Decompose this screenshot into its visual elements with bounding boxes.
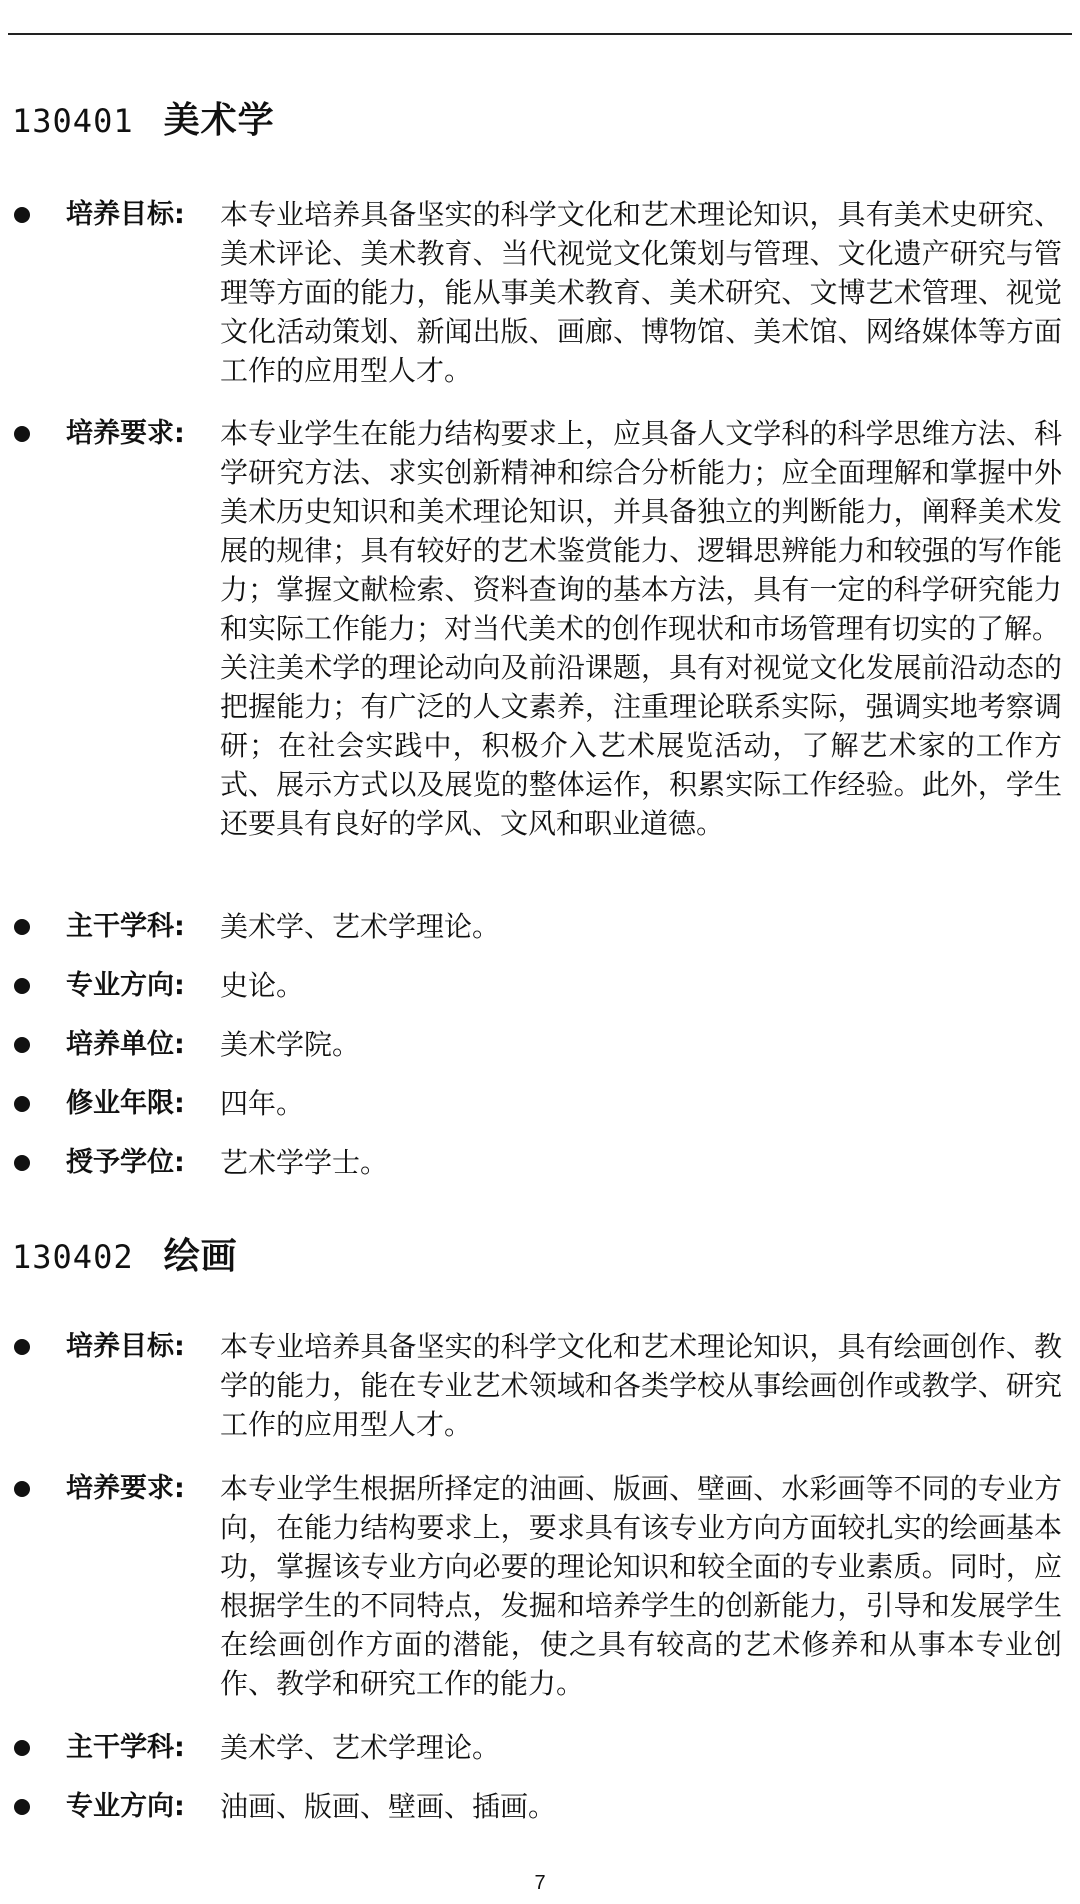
major-heading — [12, 92, 275, 143]
item-text: 艺术学学士。 — [220, 1146, 389, 1179]
major-code: 130401 — [12, 102, 134, 140]
bullet-icon — [14, 207, 30, 223]
list-item — [14, 1084, 1062, 1123]
major-heading — [12, 1228, 238, 1279]
list-item — [14, 1469, 1062, 1703]
list-item — [14, 195, 1062, 390]
bullet-icon — [14, 1799, 30, 1815]
item-text: 史论。 — [220, 969, 305, 1002]
item-text: 美术学、艺术学理论。 — [220, 1731, 501, 1764]
bullet-icon — [14, 919, 30, 935]
bullet-icon — [14, 1096, 30, 1112]
list-item — [14, 966, 1062, 1005]
list-item — [14, 907, 1062, 946]
bullet-icon — [14, 426, 30, 442]
bullet-icon — [14, 1339, 30, 1355]
page-number: 7 — [534, 1872, 546, 1894]
list-item — [14, 1327, 1062, 1444]
item-text: 本专业学生根据所择定的油画、版画、壁画、水彩画等不同的专业方向，在能力结构要求上，要求具有该专业方向方面较扎实的绘画基本功，掌握该专业方向必要的理论知识和较全面的专业素质。同时，应根据学生的不同特点，发掘和培养学生的创新能力，引导和发展学生在绘画创作方面的潜能，使之具有较高的艺术修养和从事本专业创作、教学和研究工作的能力。 — [220, 1472, 1062, 1700]
item-label: 培养要求: — [66, 1473, 185, 1504]
list-item — [14, 1025, 1062, 1064]
major-name: 绘画 — [163, 1236, 238, 1277]
bullet-icon — [14, 1037, 30, 1053]
bullet-icon — [14, 1481, 30, 1497]
item-text: 油画、版画、壁画、插画。 — [220, 1790, 557, 1823]
item-label: 培养目标: — [66, 199, 185, 230]
list-item — [14, 414, 1062, 843]
item-label: 主干学科: — [66, 1732, 185, 1763]
item-label: 培养要求: — [66, 418, 185, 449]
item-label: 主干学科: — [66, 911, 185, 942]
item-text: 美术学院。 — [220, 1028, 361, 1061]
bullet-icon — [14, 978, 30, 994]
item-label: 培养目标: — [66, 1331, 185, 1362]
item-text: 本专业学生在能力结构要求上，应具备人文学科的科学思维方法、科学研究方法、求实创新精神和综合分析能力；应全面理解和掌握中外美术历史知识和美术理论知识，并具备独立的判断能力，阐释美术发展的规律；具有较好的艺术鉴赏能力、逻辑思辨能力和较强的写作能力；掌握文献检索、资料查询的基本方法，具有一定的科学研究能力和实际工作能力；对当代美术的创作现状和市场管理有切实的了解。 关注美术学的理论动向及前沿课题，具有对视觉文化发展前沿动态的把握能力；有广泛的人文素养，注重理论联系实际，强调实地考察调研；在社会实践中，积极介入艺术展览活动，了解艺术家的工作方式、展示方式以及展览的整体运作，积累实际工作经验。此外，学生还要具有良好的学风、文风和职业道德。 — [220, 417, 1062, 840]
list-item — [14, 1143, 1062, 1182]
list-item — [14, 1728, 1062, 1767]
item-label: 修业年限: — [66, 1088, 185, 1119]
bullet-icon — [14, 1740, 30, 1756]
item-text: 四年。 — [220, 1087, 305, 1120]
major-name: 美术学 — [163, 100, 275, 141]
item-label: 授予学位: — [66, 1147, 185, 1178]
item-label: 专业方向: — [66, 1791, 185, 1822]
bullet-icon — [14, 1155, 30, 1171]
item-text: 本专业培养具备坚实的科学文化和艺术理论知识，具有绘画创作、教学的能力，能在专业艺术领域和各类学校从事绘画创作或教学、研究工作的应用型人才。 — [220, 1330, 1062, 1441]
major-code: 130402 — [12, 1238, 134, 1276]
item-label: 培养单位: — [66, 1029, 185, 1060]
item-text: 本专业培养具备坚实的科学文化和艺术理论知识，具有美术史研究、美术评论、美术教育、当代视觉文化策划与管理、文化遗产研究与管理等方面的能力，能从事美术教育、美术研究、文博艺术管理、视觉文化活动策划、新闻出版、画廊、博物馆、美术馆、网络媒体等方面工作的应用型人才。 — [220, 198, 1062, 387]
item-text: 美术学、艺术学理论。 — [220, 910, 501, 943]
item-label: 专业方向: — [66, 970, 185, 1001]
list-item — [14, 1787, 1062, 1826]
top-rule — [8, 33, 1072, 35]
